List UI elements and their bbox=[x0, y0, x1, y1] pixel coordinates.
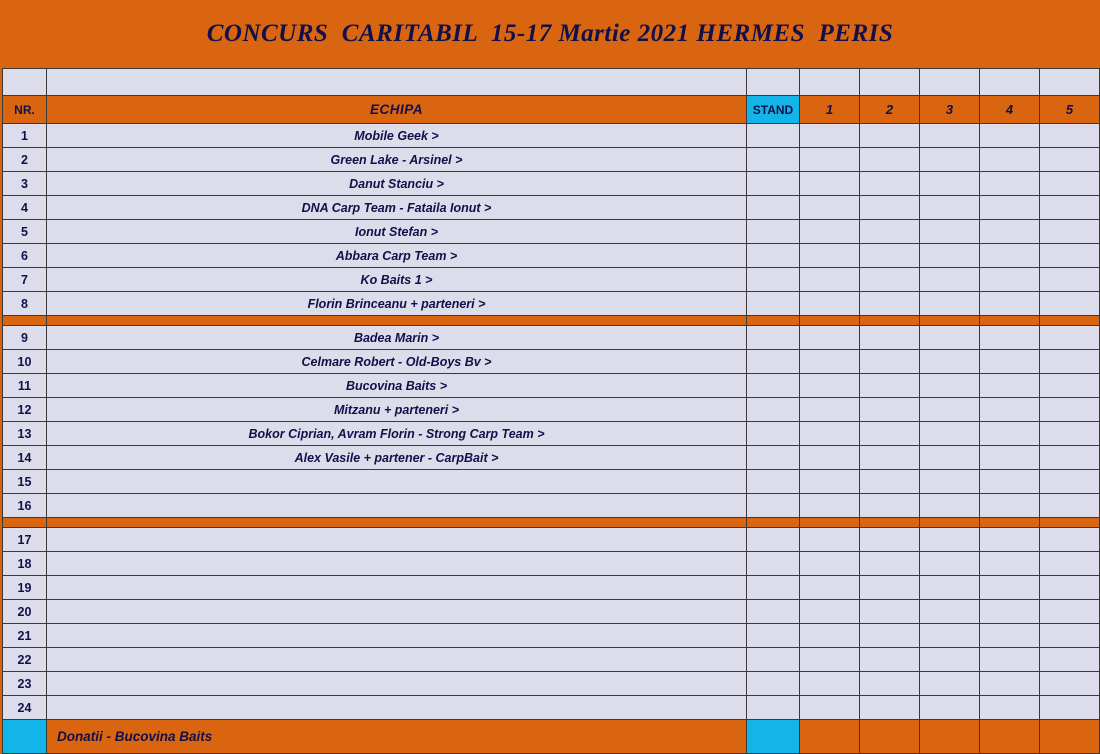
column-header-score-3: 3 bbox=[920, 96, 980, 124]
row-stand[interactable] bbox=[747, 470, 800, 494]
row-number: 13 bbox=[3, 422, 47, 446]
row-number: 22 bbox=[3, 648, 47, 672]
separator-cell bbox=[47, 518, 747, 528]
separator-cell bbox=[3, 316, 47, 326]
table-row[interactable] bbox=[3, 374, 1100, 398]
color-band-row bbox=[3, 69, 1100, 96]
row-score-2[interactable] bbox=[860, 446, 920, 470]
row-score-3[interactable] bbox=[920, 244, 980, 268]
row-number: 9 bbox=[3, 326, 47, 350]
row-score-1[interactable] bbox=[800, 624, 860, 648]
table-body bbox=[3, 69, 1100, 754]
row-number: 24 bbox=[3, 696, 47, 720]
row-score-5[interactable] bbox=[1040, 172, 1100, 196]
row-team-name[interactable]: Mitzanu + parteneri > bbox=[47, 398, 747, 422]
row-stand[interactable] bbox=[747, 124, 800, 148]
row-score-1[interactable] bbox=[800, 470, 860, 494]
row-number: 3 bbox=[3, 172, 47, 196]
row-score-1[interactable] bbox=[800, 576, 860, 600]
row-score-5[interactable] bbox=[1040, 648, 1100, 672]
footer-row bbox=[3, 720, 1100, 754]
row-stand[interactable] bbox=[747, 600, 800, 624]
column-header-team: ECHIPA bbox=[47, 96, 747, 124]
row-score-5[interactable] bbox=[1040, 124, 1100, 148]
table-row[interactable] bbox=[3, 220, 1100, 244]
row-score-1[interactable] bbox=[800, 220, 860, 244]
table-row[interactable] bbox=[3, 172, 1100, 196]
row-score-5[interactable] bbox=[1040, 268, 1100, 292]
row-team-name[interactable]: Mobile Geek > bbox=[47, 124, 747, 148]
row-team-name[interactable]: Bokor Ciprian, Avram Florin - Strong Carp Team > bbox=[47, 422, 747, 446]
row-score-2[interactable] bbox=[860, 576, 920, 600]
row-score-4[interactable] bbox=[980, 220, 1040, 244]
column-header-score-4: 4 bbox=[980, 96, 1040, 124]
row-stand[interactable] bbox=[747, 398, 800, 422]
row-team-name[interactable] bbox=[47, 494, 747, 518]
row-score-5[interactable] bbox=[1040, 148, 1100, 172]
table-row[interactable] bbox=[3, 672, 1100, 696]
row-score-1[interactable] bbox=[800, 696, 860, 720]
separator-cell bbox=[1040, 518, 1100, 528]
row-stand[interactable] bbox=[747, 350, 800, 374]
row-score-2[interactable] bbox=[860, 648, 920, 672]
table-row[interactable] bbox=[3, 470, 1100, 494]
row-score-3[interactable] bbox=[920, 446, 980, 470]
column-header-nr: NR. bbox=[3, 96, 47, 124]
row-team-name[interactable]: Ko Baits 1 > bbox=[47, 268, 747, 292]
row-score-1[interactable] bbox=[800, 494, 860, 518]
table-row[interactable] bbox=[3, 148, 1100, 172]
table-row[interactable] bbox=[3, 446, 1100, 470]
row-score-2[interactable] bbox=[860, 268, 920, 292]
row-team-name[interactable]: DNA Carp Team - Fataila Ionut > bbox=[47, 196, 747, 220]
table-row[interactable] bbox=[3, 648, 1100, 672]
row-score-1[interactable] bbox=[800, 672, 860, 696]
row-score-3[interactable] bbox=[920, 624, 980, 648]
row-number: 7 bbox=[3, 268, 47, 292]
row-score-3[interactable] bbox=[920, 124, 980, 148]
row-number: 23 bbox=[3, 672, 47, 696]
row-score-2[interactable] bbox=[860, 292, 920, 316]
row-score-1[interactable] bbox=[800, 528, 860, 552]
row-score-1[interactable] bbox=[800, 648, 860, 672]
row-score-5[interactable] bbox=[1040, 446, 1100, 470]
separator-cell bbox=[3, 518, 47, 528]
band-cell-score-3 bbox=[920, 69, 980, 96]
row-score-1[interactable] bbox=[800, 422, 860, 446]
row-score-5[interactable] bbox=[1040, 600, 1100, 624]
group-separator-row bbox=[3, 518, 1100, 528]
band-cell-score-5 bbox=[1040, 69, 1100, 96]
row-stand[interactable] bbox=[747, 196, 800, 220]
row-score-4[interactable] bbox=[980, 268, 1040, 292]
row-team-name[interactable]: Alex Vasile + partener - CarpBait > bbox=[47, 446, 747, 470]
row-score-3[interactable] bbox=[920, 374, 980, 398]
row-score-3[interactable] bbox=[920, 672, 980, 696]
row-team-name[interactable]: Green Lake - Arsinel > bbox=[47, 148, 747, 172]
row-number: 18 bbox=[3, 552, 47, 576]
row-team-name[interactable] bbox=[47, 552, 747, 576]
row-score-2[interactable] bbox=[860, 552, 920, 576]
table-row[interactable] bbox=[3, 696, 1100, 720]
table-row[interactable] bbox=[3, 494, 1100, 518]
row-score-3[interactable] bbox=[920, 470, 980, 494]
row-score-4[interactable] bbox=[980, 494, 1040, 518]
row-score-1[interactable] bbox=[800, 268, 860, 292]
row-score-5[interactable] bbox=[1040, 398, 1100, 422]
table-row[interactable] bbox=[3, 624, 1100, 648]
row-number: 16 bbox=[3, 494, 47, 518]
separator-cell bbox=[920, 518, 980, 528]
row-stand[interactable] bbox=[747, 576, 800, 600]
table-row[interactable] bbox=[3, 124, 1100, 148]
footer-note: Donatii - Bucovina Baits bbox=[47, 720, 747, 754]
row-score-4[interactable] bbox=[980, 576, 1040, 600]
row-team-name[interactable] bbox=[47, 600, 747, 624]
row-score-1[interactable] bbox=[800, 600, 860, 624]
row-score-1[interactable] bbox=[800, 292, 860, 316]
row-score-1[interactable] bbox=[800, 148, 860, 172]
document-title-bar bbox=[0, 0, 1100, 68]
row-score-3[interactable] bbox=[920, 528, 980, 552]
separator-cell bbox=[800, 316, 860, 326]
row-score-4[interactable] bbox=[980, 528, 1040, 552]
row-stand[interactable] bbox=[747, 446, 800, 470]
footer-score-cell-3 bbox=[920, 720, 980, 754]
row-score-4[interactable] bbox=[980, 446, 1040, 470]
row-score-3[interactable] bbox=[920, 422, 980, 446]
row-number: 6 bbox=[3, 244, 47, 268]
row-team-name[interactable] bbox=[47, 696, 747, 720]
row-score-2[interactable] bbox=[860, 494, 920, 518]
row-stand[interactable] bbox=[747, 422, 800, 446]
row-score-4[interactable] bbox=[980, 350, 1040, 374]
separator-cell bbox=[1040, 316, 1100, 326]
row-number: 19 bbox=[3, 576, 47, 600]
row-score-3[interactable] bbox=[920, 268, 980, 292]
separator-cell bbox=[920, 316, 980, 326]
row-team-name[interactable]: Badea Marin > bbox=[47, 326, 747, 350]
table-row[interactable] bbox=[3, 244, 1100, 268]
row-score-2[interactable] bbox=[860, 696, 920, 720]
row-score-2[interactable] bbox=[860, 672, 920, 696]
row-stand[interactable] bbox=[747, 268, 800, 292]
separator-cell bbox=[747, 316, 800, 326]
row-score-2[interactable] bbox=[860, 528, 920, 552]
row-stand[interactable] bbox=[747, 374, 800, 398]
row-score-2[interactable] bbox=[860, 148, 920, 172]
row-score-2[interactable] bbox=[860, 196, 920, 220]
row-stand[interactable] bbox=[747, 696, 800, 720]
row-score-1[interactable] bbox=[800, 446, 860, 470]
row-score-2[interactable] bbox=[860, 470, 920, 494]
row-number: 10 bbox=[3, 350, 47, 374]
row-stand[interactable] bbox=[747, 552, 800, 576]
row-score-2[interactable] bbox=[860, 220, 920, 244]
separator-cell bbox=[980, 518, 1040, 528]
row-stand[interactable] bbox=[747, 672, 800, 696]
row-score-3[interactable] bbox=[920, 172, 980, 196]
row-stand[interactable] bbox=[747, 220, 800, 244]
row-score-5[interactable] bbox=[1040, 696, 1100, 720]
row-score-1[interactable] bbox=[800, 552, 860, 576]
row-score-3[interactable] bbox=[920, 350, 980, 374]
row-score-5[interactable] bbox=[1040, 374, 1100, 398]
row-score-4[interactable] bbox=[980, 624, 1040, 648]
row-stand[interactable] bbox=[747, 494, 800, 518]
row-score-1[interactable] bbox=[800, 172, 860, 196]
row-team-name[interactable] bbox=[47, 470, 747, 494]
row-number: 2 bbox=[3, 148, 47, 172]
row-score-3[interactable] bbox=[920, 196, 980, 220]
separator-cell bbox=[747, 518, 800, 528]
band-cell-score-2 bbox=[860, 69, 920, 96]
row-score-4[interactable] bbox=[980, 172, 1040, 196]
separator-cell bbox=[860, 518, 920, 528]
band-cell-stand bbox=[747, 69, 800, 96]
row-score-2[interactable] bbox=[860, 398, 920, 422]
footer-score-cell-4 bbox=[980, 720, 1040, 754]
table-row[interactable] bbox=[3, 552, 1100, 576]
row-score-4[interactable] bbox=[980, 196, 1040, 220]
table-row[interactable] bbox=[3, 268, 1100, 292]
row-score-2[interactable] bbox=[860, 124, 920, 148]
footer-stand-cell bbox=[747, 720, 800, 754]
row-score-3[interactable] bbox=[920, 398, 980, 422]
row-score-5[interactable] bbox=[1040, 470, 1100, 494]
separator-cell bbox=[980, 316, 1040, 326]
row-stand[interactable] bbox=[747, 326, 800, 350]
row-stand[interactable] bbox=[747, 172, 800, 196]
row-stand[interactable] bbox=[747, 528, 800, 552]
footer-corner-cell bbox=[3, 720, 47, 754]
competition-table bbox=[2, 68, 1100, 754]
row-score-2[interactable] bbox=[860, 422, 920, 446]
row-score-4[interactable] bbox=[980, 470, 1040, 494]
row-score-2[interactable] bbox=[860, 350, 920, 374]
separator-cell bbox=[860, 316, 920, 326]
row-score-2[interactable] bbox=[860, 172, 920, 196]
row-score-1[interactable] bbox=[800, 124, 860, 148]
row-score-1[interactable] bbox=[800, 350, 860, 374]
band-cell-score-1 bbox=[800, 69, 860, 96]
row-team-name[interactable]: Bucovina Baits > bbox=[47, 374, 747, 398]
row-team-name[interactable] bbox=[47, 672, 747, 696]
row-score-1[interactable] bbox=[800, 196, 860, 220]
row-team-name[interactable] bbox=[47, 528, 747, 552]
row-score-5[interactable] bbox=[1040, 196, 1100, 220]
row-score-3[interactable] bbox=[920, 576, 980, 600]
row-score-2[interactable] bbox=[860, 624, 920, 648]
row-team-name[interactable] bbox=[47, 624, 747, 648]
row-score-3[interactable] bbox=[920, 326, 980, 350]
column-header-stand: STAND bbox=[747, 96, 800, 124]
column-header-score-5: 5 bbox=[1040, 96, 1100, 124]
row-score-4[interactable] bbox=[980, 422, 1040, 446]
table-row[interactable] bbox=[3, 398, 1100, 422]
row-score-3[interactable] bbox=[920, 292, 980, 316]
row-stand[interactable] bbox=[747, 148, 800, 172]
row-score-5[interactable] bbox=[1040, 494, 1100, 518]
table-row[interactable] bbox=[3, 528, 1100, 552]
row-score-4[interactable] bbox=[980, 672, 1040, 696]
band-cell-team bbox=[47, 69, 747, 96]
row-team-name[interactable] bbox=[47, 576, 747, 600]
row-score-3[interactable] bbox=[920, 552, 980, 576]
table-row[interactable] bbox=[3, 576, 1100, 600]
row-score-4[interactable] bbox=[980, 292, 1040, 316]
row-score-3[interactable] bbox=[920, 648, 980, 672]
row-score-5[interactable] bbox=[1040, 552, 1100, 576]
row-number: 20 bbox=[3, 600, 47, 624]
row-score-4[interactable] bbox=[980, 374, 1040, 398]
group-separator-row bbox=[3, 316, 1100, 326]
row-stand[interactable] bbox=[747, 244, 800, 268]
row-stand[interactable] bbox=[747, 648, 800, 672]
row-score-5[interactable] bbox=[1040, 220, 1100, 244]
row-number: 11 bbox=[3, 374, 47, 398]
table-row[interactable] bbox=[3, 600, 1100, 624]
row-number: 5 bbox=[3, 220, 47, 244]
footer-score-cell-1 bbox=[800, 720, 860, 754]
row-score-5[interactable] bbox=[1040, 528, 1100, 552]
row-number: 12 bbox=[3, 398, 47, 422]
row-score-3[interactable] bbox=[920, 696, 980, 720]
row-team-name[interactable]: Abbara Carp Team > bbox=[47, 244, 747, 268]
row-score-4[interactable] bbox=[980, 648, 1040, 672]
row-number: 8 bbox=[3, 292, 47, 316]
row-score-5[interactable] bbox=[1040, 326, 1100, 350]
row-score-3[interactable] bbox=[920, 600, 980, 624]
row-score-5[interactable] bbox=[1040, 624, 1100, 648]
row-score-2[interactable] bbox=[860, 600, 920, 624]
row-number: 15 bbox=[3, 470, 47, 494]
row-score-3[interactable] bbox=[920, 494, 980, 518]
row-score-5[interactable] bbox=[1040, 422, 1100, 446]
table-row[interactable] bbox=[3, 326, 1100, 350]
row-score-4[interactable] bbox=[980, 398, 1040, 422]
row-score-4[interactable] bbox=[980, 244, 1040, 268]
row-number: 17 bbox=[3, 528, 47, 552]
separator-cell bbox=[800, 518, 860, 528]
separator-cell bbox=[47, 316, 747, 326]
band-cell-nr bbox=[3, 69, 47, 96]
row-stand[interactable] bbox=[747, 292, 800, 316]
row-score-4[interactable] bbox=[980, 124, 1040, 148]
row-score-4[interactable] bbox=[980, 696, 1040, 720]
row-team-name[interactable]: Ionut Stefan > bbox=[47, 220, 747, 244]
table-header-row bbox=[3, 96, 1100, 124]
row-score-4[interactable] bbox=[980, 326, 1040, 350]
row-score-5[interactable] bbox=[1040, 244, 1100, 268]
row-score-3[interactable] bbox=[920, 148, 980, 172]
band-cell-score-4 bbox=[980, 69, 1040, 96]
row-score-5[interactable] bbox=[1040, 350, 1100, 374]
column-header-score-2: 2 bbox=[860, 96, 920, 124]
row-score-3[interactable] bbox=[920, 220, 980, 244]
table-row[interactable] bbox=[3, 350, 1100, 374]
row-score-5[interactable] bbox=[1040, 292, 1100, 316]
row-score-1[interactable] bbox=[800, 398, 860, 422]
table-row[interactable] bbox=[3, 292, 1100, 316]
row-score-5[interactable] bbox=[1040, 576, 1100, 600]
row-score-1[interactable] bbox=[800, 244, 860, 268]
page-title: CONCURS CARITABIL 15-17 Martie 2021 HERMES PERIS bbox=[206, 20, 894, 47]
row-stand[interactable] bbox=[747, 624, 800, 648]
row-score-2[interactable] bbox=[860, 326, 920, 350]
column-header-score-1: 1 bbox=[800, 96, 860, 124]
row-score-2[interactable] bbox=[860, 244, 920, 268]
row-number: 14 bbox=[3, 446, 47, 470]
row-score-4[interactable] bbox=[980, 148, 1040, 172]
footer-score-cell-2 bbox=[860, 720, 920, 754]
footer-score-cell-5 bbox=[1040, 720, 1100, 754]
row-number: 4 bbox=[3, 196, 47, 220]
row-team-name[interactable] bbox=[47, 648, 747, 672]
row-score-4[interactable] bbox=[980, 552, 1040, 576]
row-score-5[interactable] bbox=[1040, 672, 1100, 696]
row-score-1[interactable] bbox=[800, 326, 860, 350]
row-number: 21 bbox=[3, 624, 47, 648]
row-score-1[interactable] bbox=[800, 374, 860, 398]
row-team-name[interactable]: Celmare Robert - Old-Boys Bv > bbox=[47, 350, 747, 374]
table-row[interactable] bbox=[3, 196, 1100, 220]
row-team-name[interactable]: Danut Stanciu > bbox=[47, 172, 747, 196]
table-row[interactable] bbox=[3, 422, 1100, 446]
row-score-2[interactable] bbox=[860, 374, 920, 398]
row-score-4[interactable] bbox=[980, 600, 1040, 624]
row-number: 1 bbox=[3, 124, 47, 148]
row-team-name[interactable]: Florin Brinceanu + parteneri > bbox=[47, 292, 747, 316]
